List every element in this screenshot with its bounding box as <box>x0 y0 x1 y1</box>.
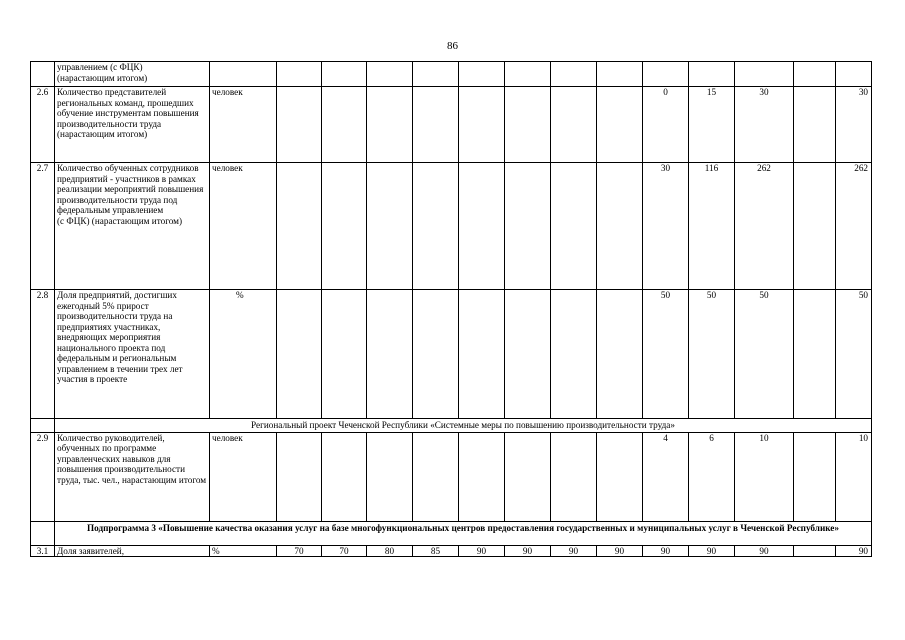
section-title: Региональный проект Чеченской Республики «Системные меры по повышению производительности труда» <box>55 419 872 433</box>
section-header-row <box>31 419 872 433</box>
unit-cell: % <box>210 290 277 419</box>
value-cell: 90 <box>643 545 689 557</box>
value-cell: 30 <box>735 87 794 163</box>
row-number: 2.8 <box>31 290 55 419</box>
value-cell: 10 <box>836 432 872 521</box>
value-cell: 90 <box>597 545 643 557</box>
value-cell: 70 <box>277 545 322 557</box>
value-cell: 50 <box>836 290 872 419</box>
value-cell: 90 <box>689 545 735 557</box>
value-cell: 4 <box>643 432 689 521</box>
row-number: 2.7 <box>31 163 55 290</box>
value-cell: 15 <box>689 87 735 163</box>
row-number: 2.9 <box>31 432 55 521</box>
value-cell: 90 <box>551 545 597 557</box>
table-row <box>31 432 872 521</box>
table-row <box>31 87 872 163</box>
page-number: 86 <box>447 40 458 52</box>
value-cell: 90 <box>735 545 794 557</box>
indicator-name: Доля заявителей, <box>55 545 210 557</box>
indicator-table <box>30 61 872 557</box>
value-cell: 50 <box>735 290 794 419</box>
unit-cell: человек <box>210 432 277 521</box>
table-row <box>31 290 872 419</box>
value-cell: 30 <box>836 87 872 163</box>
value-cell: 80 <box>367 545 413 557</box>
section-header-row <box>31 521 872 545</box>
row-number <box>31 62 55 87</box>
value-cell: 90 <box>836 545 872 557</box>
unit-cell: % <box>210 545 277 557</box>
table-row <box>31 545 872 557</box>
value-cell: 90 <box>505 545 551 557</box>
value-cell: 262 <box>735 163 794 290</box>
value-cell: 262 <box>836 163 872 290</box>
subprogram-title: Подпрограмма 3 «Повышение качества оказания услуг на базе многофункциональных центров предоставления государственных и муниципальных услуг в Чеченской Республике» <box>55 521 872 545</box>
indicator-name: Количество представителей региональных команд, прошедших обучение инструментам повышения производительности труда (нарастающим итогом) <box>55 87 210 163</box>
value-cell: 0 <box>643 87 689 163</box>
row-number: 3.1 <box>31 545 55 557</box>
value-cell: 116 <box>689 163 735 290</box>
value-cell: 90 <box>459 545 505 557</box>
indicator-name: Количество обученных сотрудников предприятий - участников в рамках реализации мероприятий повышения производительности труда под федеральным управлением (с ФЦК) (нарастающим итогом) <box>55 163 210 290</box>
indicator-name: Количество руководителей, обученных по программе управленческих навыков для повышения производительности труда, тыс. чел., нарастающим итогом <box>55 432 210 521</box>
value-cell: 10 <box>735 432 794 521</box>
table-row <box>31 62 872 87</box>
value-cell: 30 <box>643 163 689 290</box>
unit-cell: человек <box>210 163 277 290</box>
value-cell: 50 <box>689 290 735 419</box>
indicator-name: управлением (с ФЦК) (нарастающим итогом) <box>55 62 210 87</box>
value-cell: 70 <box>322 545 367 557</box>
value-cell <box>794 545 836 557</box>
row-number: 2.6 <box>31 87 55 163</box>
table-row <box>31 163 872 290</box>
value-cell: 50 <box>643 290 689 419</box>
indicator-name: Доля предприятий, достигших ежегодный 5% прирост производительности труда на предприятиях участниках, внедряющих мероприятия национального проекта под федеральным и региональным управлением в течении трех лет участия в проекте <box>55 290 210 419</box>
value-cell: 6 <box>689 432 735 521</box>
value-cell: 85 <box>413 545 459 557</box>
unit-cell: человек <box>210 87 277 163</box>
